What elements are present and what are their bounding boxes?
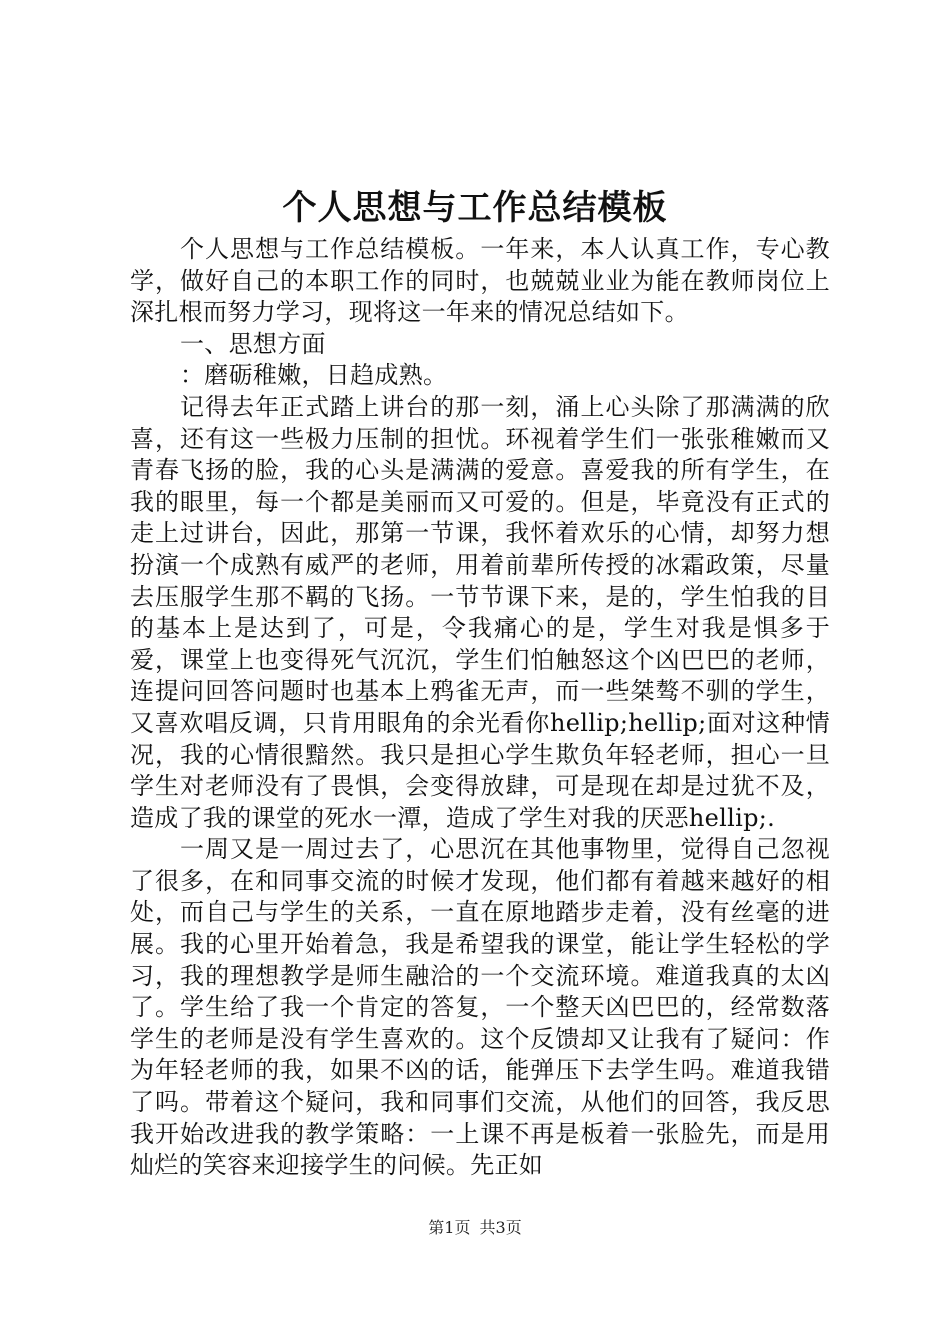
document-body: [130, 234, 830, 1182]
paragraph-reflection: 一周又是一周过去了，心思沉在其他事物里，觉得自己忽视了很多，在和同事交流的时候才发现，他们都有着越来越好的相处，而自己与学生的关系，一直在原地踏步走着，没有丝毫的进展。我的心里开始着急，我是希望我的课堂，能让学生轻松的学习，我的理想教学是师生融洽的一个交流环境。难道我真的太凶了。学生给了我一个肯定的答复，一个整天凶巴巴的，经常数落学生的老师是没有学生喜欢的。这个反馈却又让我有了疑问：作为年轻老师的我，如果不凶的话，能弹压下去学生吗。难道我错了吗。带着这个疑问，我和同事们交流，从他们的回答，我反思我开始改进我的教学策略：一上课不再是板着一张脸先，而是用灿烂的笑容来迎接学生的问候。先正如: [130, 835, 830, 1180]
section-heading-thought: 一、思想方面: [180, 329, 326, 358]
paragraph-intro: 个人思想与工作总结模板。一年来，本人认真工作，专心教学，做好自己的本职工作的同时，也兢兢业业为能在教师岗位上深扎根而努力学习，现将这一年来的情况总结如下。: [130, 235, 830, 327]
page-footer: [0, 1217, 950, 1239]
page-total: 共3页: [479, 1218, 522, 1237]
document-title: 个人思想与工作总结模板: [282, 188, 668, 228]
paragraph-memory: 记得去年正式踏上讲台的那一刻，涌上心头除了那满满的欣喜，还有这一些极力压制的担忧。环视着学生们一张张稚嫩而又青春飞扬的脸，我的心头是满满的爱意。喜爱我的所有学生，在我的眼里，每一个都是美丽而又可爱的。但是，毕竟没有正式的走上过讲台，因此，那第一节课，我怀着欢乐的心情，却努力想扮演一个成熟有威严的老师，用着前辈所传授的冰霜政策，尽量去压服学生那不羁的飞扬。一节节课下来，是的，学生怕我的目的基本上是达到了，可是，令我痛心的是，学生对我是惧多于爱，课堂上也变得死气沉沉，学生们怕触怒这个凶巴巴的老师，连提问回答问题时也基本上鸦雀无声，而一些桀骜不驯的学生，又喜欢唱反调，只肯用眼角的余光看你hellip;hellip;面对这种情况，我的心情很黯然。我只是担心学生欺负年轻老师，担心一旦学生对老师没有了畏惧，会变得放肆，可是现在却是过犹不及，造成了我的课堂的死水一潭，造成了学生对我的厌恶hellip;.: [130, 392, 830, 832]
page-number: 第1页: [428, 1218, 471, 1237]
section-subheading: ：磨砺稚嫩，日趋成熟。: [180, 361, 448, 390]
